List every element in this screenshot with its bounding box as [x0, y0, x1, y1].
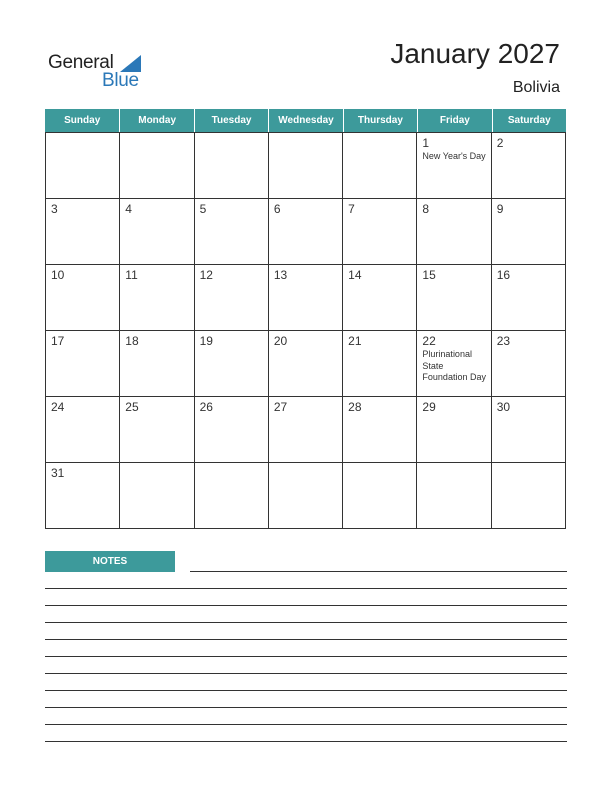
day-number: 9: [496, 202, 504, 216]
day-number: 18: [125, 334, 139, 348]
day-cell: [492, 265, 566, 331]
day-number: 5: [199, 202, 207, 216]
day-number: 28: [348, 400, 362, 414]
notes-line: [45, 605, 567, 606]
day-cell: [417, 265, 491, 331]
day-number: 30: [496, 400, 511, 414]
day-cell: [343, 133, 417, 199]
notes-line: [45, 622, 567, 623]
day-number: 16: [496, 268, 511, 282]
day-cell: [417, 331, 491, 397]
notes-line: [45, 639, 567, 640]
weekday-header-sunday: Sunday: [64, 115, 101, 126]
day-cell: [269, 133, 343, 199]
day-number: 12: [199, 268, 213, 282]
day-number: 25: [125, 400, 139, 414]
holiday-label: New Year's Day: [422, 151, 486, 161]
day-cell: [195, 199, 269, 265]
logo-text-general: General: [48, 52, 114, 73]
day-number: 15: [422, 268, 436, 282]
day-cell: [269, 397, 343, 463]
day-cell: [492, 463, 566, 529]
weekday-header-wednesday: Wednesday: [268, 109, 342, 132]
day-cell: [343, 265, 417, 331]
day-number: 6: [273, 202, 281, 216]
day-cell: [269, 463, 343, 529]
day-cell: [120, 463, 194, 529]
day-number: 29: [422, 400, 436, 414]
day-cell: [46, 133, 120, 199]
day-cell: [195, 133, 269, 199]
day-cell: [492, 133, 566, 199]
day-number: 11: [125, 268, 138, 282]
day-number: 31: [51, 466, 65, 480]
day-cell: [492, 331, 566, 397]
day-number: 14: [348, 268, 362, 282]
logo-text-blue: Blue: [102, 70, 139, 91]
day-number: 19: [199, 334, 213, 348]
day-cell: [46, 331, 120, 397]
holiday-label: Plurinational State Foundation Day: [422, 349, 486, 382]
month-title: January 2027: [390, 38, 560, 69]
day-cell: [120, 133, 194, 199]
day-cell: [120, 397, 194, 463]
notes-label: NOTES: [45, 551, 175, 572]
day-cell: [417, 133, 491, 199]
calendar-grid: [45, 109, 566, 529]
day-number: 13: [273, 268, 288, 282]
day-number: 26: [199, 400, 213, 414]
day-number: 7: [348, 202, 355, 216]
day-cell: [46, 397, 120, 463]
day-number: 21: [348, 334, 362, 348]
notes-line: [45, 741, 567, 742]
day-cell: [120, 331, 194, 397]
day-number: 4: [125, 202, 132, 216]
weekday-header-thursday: Thursday: [343, 109, 417, 132]
day-number: 20: [273, 334, 288, 348]
day-number: 24: [51, 400, 65, 414]
weekday-header-monday: Monday: [119, 109, 193, 132]
country-name: Bolivia: [512, 79, 560, 96]
day-number: 2: [496, 136, 504, 150]
notes-line: [45, 673, 567, 674]
day-number: 10: [51, 268, 65, 282]
day-number: 3: [51, 202, 58, 216]
day-cell: [269, 199, 343, 265]
weekday-header-row: [45, 109, 566, 132]
day-number: 27: [273, 400, 288, 414]
day-number: 23: [496, 334, 511, 348]
day-number: 22: [422, 334, 436, 348]
notes-line: [190, 571, 567, 572]
day-cell: [492, 397, 566, 463]
calendar-body: [45, 132, 566, 529]
day-cell: [417, 199, 491, 265]
notes-line: [45, 724, 567, 725]
weekday-header-tuesday: Tuesday: [194, 109, 268, 132]
day-cell: [46, 265, 120, 331]
day-cell: [343, 397, 417, 463]
day-cell: [343, 463, 417, 529]
day-number: 17: [51, 334, 65, 348]
day-cell: [120, 265, 194, 331]
day-cell: [492, 199, 566, 265]
weekday-header-saturday: Saturday: [492, 109, 566, 132]
day-cell: [195, 397, 269, 463]
day-cell: [269, 265, 343, 331]
day-cell: [120, 199, 194, 265]
day-number: 8: [422, 202, 430, 216]
day-cell: [195, 265, 269, 331]
notes-line: [45, 656, 567, 657]
generalblue-logo: [48, 52, 148, 92]
day-number: 1: [422, 136, 430, 150]
day-cell: [46, 199, 120, 265]
notes-line: [45, 588, 567, 589]
day-cell: [195, 463, 269, 529]
day-cell: [195, 331, 269, 397]
day-cell: [46, 463, 120, 529]
day-cell: [343, 199, 417, 265]
weekday-header-friday: Friday: [417, 109, 491, 132]
day-cell: [269, 331, 343, 397]
day-cell: [417, 397, 491, 463]
notes-line: [45, 690, 567, 691]
notes-line: [45, 707, 567, 708]
day-cell: [417, 463, 491, 529]
day-cell: [343, 331, 417, 397]
